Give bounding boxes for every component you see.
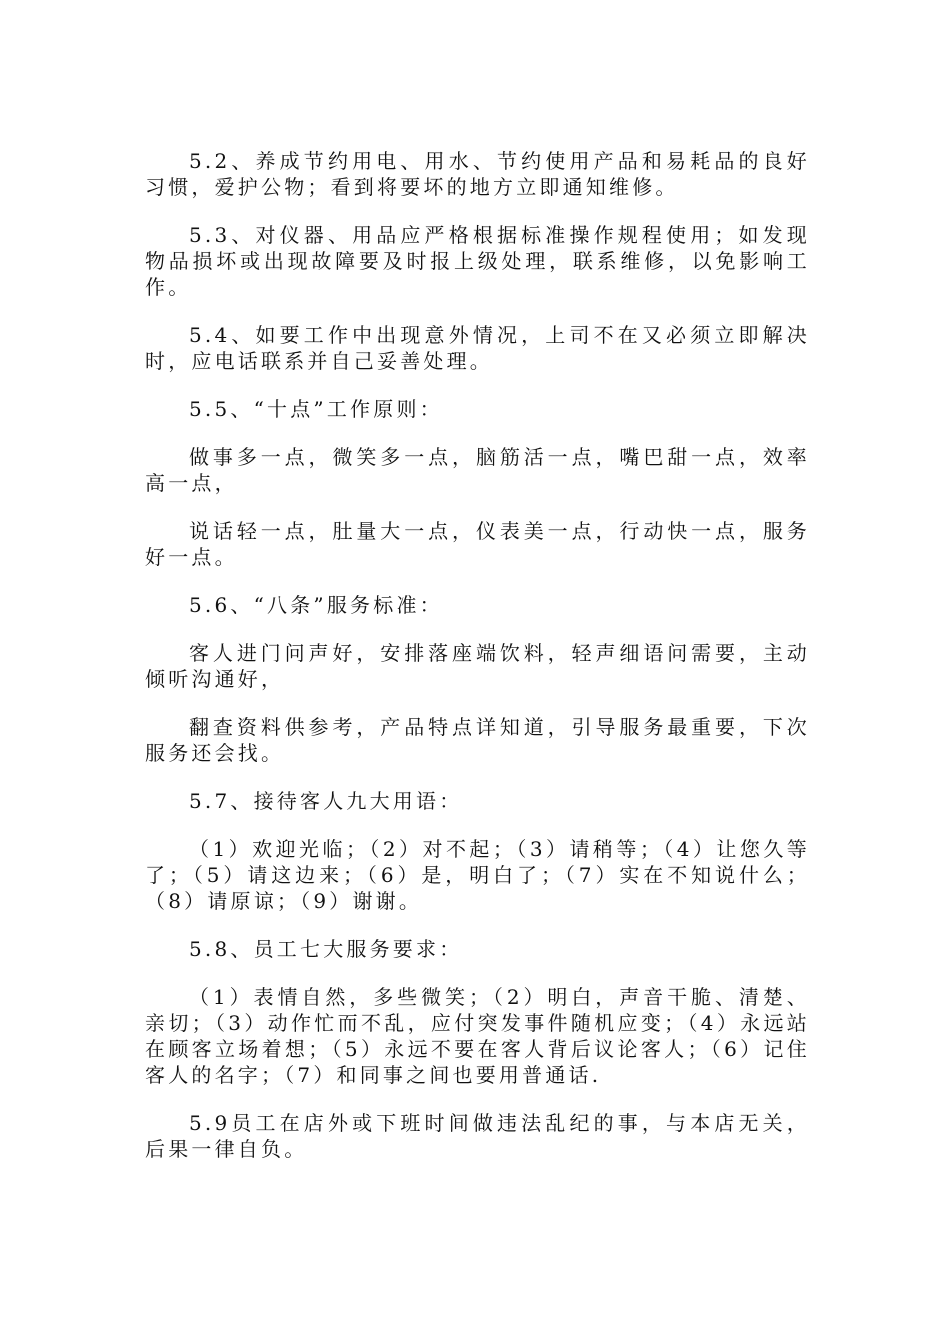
paragraph-5-8-requirements: （1）表情自然，多些微笑；（2）明白，声音干脆、清楚、亲切；（3）动作忙而不乱，应付突发事件随机应变；（4）永远站在顾客立场着想；（5）永远不要在客人背后议论客人；（6）记住客人的名字；（7）和同事之间也要用普通话. — [145, 985, 810, 1087]
paragraph-5-7-phrases: （1）欢迎光临；（2）对不起；（3）请稍等；（4）让您久等了；（5）请这边来；（6）是，明白了；（7）实在不知说什么；（8）请原谅；（9）谢谢。 — [145, 837, 810, 913]
paragraph-5-6-heading: 5.6、“八条”服务标准： — [189, 593, 443, 617]
paragraph-5-6-line-2: 翻查资料供参考，产品特点详知道，引导服务最重要，下次服务还会找。 — [145, 715, 810, 765]
paragraph-5-2: 5.2、养成节约用电、用水、节约使用产品和易耗品的良好习惯，爱护公物；看到将要坏的地方立即通知维修。 — [145, 149, 810, 199]
paragraph-5-4: 5.4、如要工作中出现意外情况，上司不在又必须立即解决时，应电话联系并自己妥善处理。 — [145, 323, 810, 373]
paragraph-5-7-heading: 5.7、接待客人九大用语： — [189, 789, 463, 813]
paragraph-5-5-line-2: 说话轻一点，肚量大一点，仪表美一点，行动快一点，服务好一点。 — [145, 519, 810, 569]
paragraph-5-8-heading: 5.8、员工七大服务要求： — [189, 937, 463, 961]
paragraph-5-3: 5.3、对仪器、用品应严格根据标准操作规程使用；如发现物品损坏或出现故障要及时报上级处理，联系维修，以免影响工作。 — [145, 223, 810, 299]
paragraph-5-6-line-1: 客人进门问声好，安排落座端饮料，轻声细语问需要，主动倾听沟通好， — [145, 641, 810, 691]
paragraph-5-9: 5.9员工在店外或下班时间做违法乱纪的事，与本店无关，后果一律自负。 — [145, 1111, 810, 1161]
document-body — [145, 148, 810, 1184]
paragraph-5-5-heading: 5.5、“十点”工作原则： — [189, 397, 443, 421]
paragraph-5-5-line-1: 做事多一点，微笑多一点，脑筋活一点，嘴巴甜一点，效率高一点， — [145, 445, 810, 495]
